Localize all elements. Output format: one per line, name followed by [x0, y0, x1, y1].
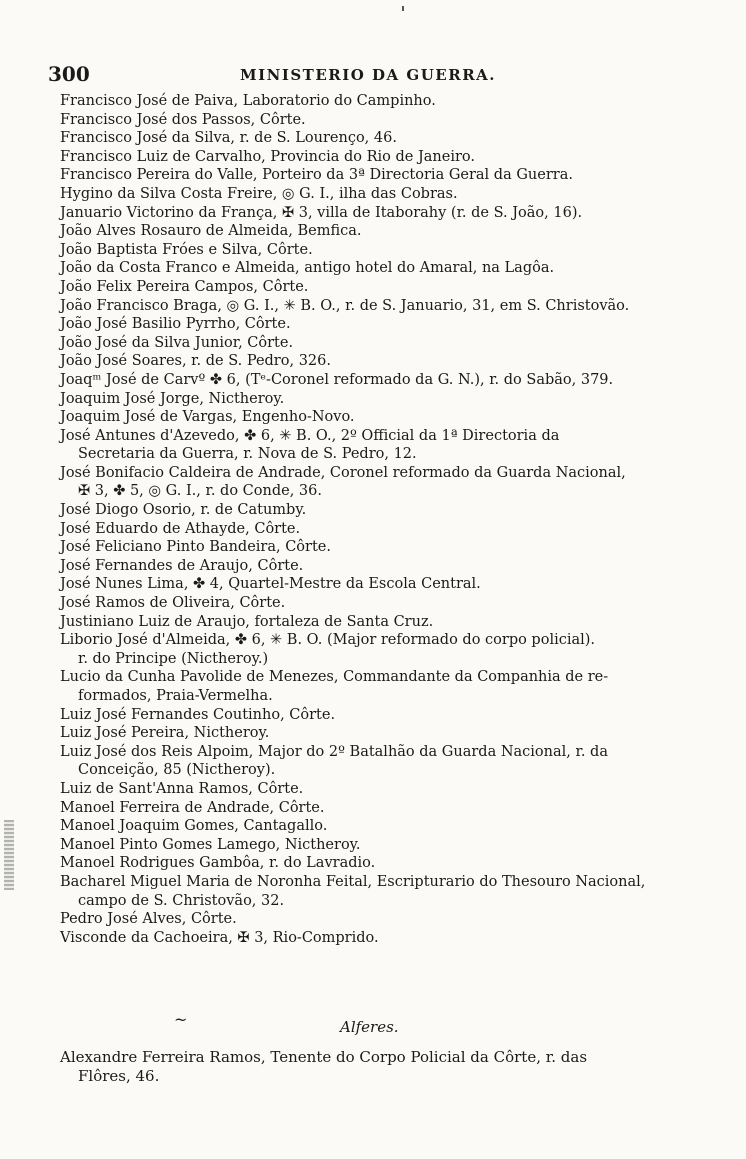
entry-line-1: Joaquim José Jorge, Nictheroy.	[60, 390, 285, 407]
entry-line-2: campo de S. Christovão, 32.	[78, 892, 285, 909]
final-entry-line-1: Alexandre Ferreira Ramos, Tenente do Corpo Policial da Côrte, r. das	[60, 1048, 588, 1066]
binding-edge-mark	[4, 820, 14, 890]
page-number: 300	[48, 62, 90, 86]
list-item	[60, 334, 690, 353]
entry-line-1: João José Soares, r. de S. Pedro, 326.	[60, 353, 331, 370]
running-head: MINISTERIO DA GUERRA.	[240, 66, 497, 84]
list-item	[60, 92, 690, 111]
list-item	[60, 390, 690, 409]
list-item	[60, 706, 690, 725]
entry-line-1: Justiniano Luiz de Araujo, fortaleza de Santa Cruz.	[60, 613, 434, 630]
entry-line-1: Bacharel Miguel Maria de Noronha Feital, Escripturario do Thesouro Nacional,	[60, 873, 646, 890]
entry-line-1: José Ramos de Oliveira, Côrte.	[60, 595, 286, 612]
entry-line-2: Secretaria da Guerra, r. Nova de S. Pedro, 12.	[78, 446, 417, 463]
entry-line-1: Manoel Pinto Gomes Lamego, Nictheroy.	[60, 836, 361, 853]
list-item	[60, 520, 690, 539]
list-item	[60, 111, 690, 130]
entry-line-1: Manoel Ferreira de Andrade, Côrte.	[60, 799, 325, 816]
list-item	[60, 352, 690, 371]
list-item	[60, 259, 690, 278]
entry-line-1: Joaquim José de Vargas, Engenho-Novo.	[60, 409, 355, 426]
list-item	[60, 501, 690, 520]
list-item	[60, 241, 690, 260]
entry-line-1: José Nunes Lima, ✤ 4, Quartel-Mestre da Escola Central.	[60, 576, 481, 593]
entry-line-1: João Baptista Fróes e Silva, Côrte.	[60, 241, 313, 258]
list-item	[60, 371, 690, 390]
list-item	[60, 910, 690, 929]
list-item	[60, 148, 690, 167]
list-item	[60, 297, 690, 316]
entry-list	[60, 92, 690, 947]
entry-line-2: Conceição, 85 (Nictheroy).	[78, 762, 276, 779]
list-item	[60, 315, 690, 334]
entry-line-1: José Fernandes de Araujo, Côrte.	[60, 557, 304, 574]
list-item	[60, 780, 690, 799]
entry-line-1: Francisco José dos Passos, Côrte.	[60, 111, 306, 128]
entry-line-2: formados, Praia-Vermelha.	[78, 688, 273, 704]
list-item	[60, 631, 690, 668]
list-item	[60, 575, 690, 594]
entry-line-1: Liborio José d'Almeida, ✤ 6, ✳ B. O. (Major reformado do corpo policial).	[60, 632, 596, 649]
list-item	[60, 204, 690, 223]
list-item	[60, 408, 690, 427]
entry-line-1: José Bonifacio Caldeira de Andrade, Coronel reformado da Guarda Nacional,	[60, 464, 626, 481]
entry-line-1: Visconde da Cachoeira, ✠ 3, Rio-Comprido.	[60, 929, 379, 946]
final-entry	[60, 1048, 690, 1086]
list-item	[60, 929, 690, 948]
list-item	[60, 873, 690, 910]
list-item	[60, 817, 690, 836]
list-item	[60, 613, 690, 632]
section-heading: Alferes.	[340, 1018, 399, 1036]
entry-line-1: Luiz José Pereira, Nictheroy.	[60, 725, 270, 742]
list-item	[60, 464, 690, 501]
section-ornament: ~	[174, 1010, 188, 1029]
entry-line-1: Luiz José Fernandes Coutinho, Côrte.	[60, 706, 336, 723]
list-item	[60, 129, 690, 148]
list-item	[60, 724, 690, 743]
entry-line-2: ✠ 3, ✤ 5, ◎ G. I., r. do Conde, 36.	[78, 483, 322, 500]
list-item	[60, 222, 690, 241]
entry-line-2: r. do Principe (Nictheroy.)	[78, 650, 269, 667]
list-item	[60, 538, 690, 557]
entry-line-1: João José Basilio Pyrrho, Côrte.	[60, 316, 291, 333]
entry-line-1: Francisco José de Paiva, Laboratorio do Campinho.	[60, 93, 436, 109]
entry-line-1: Luiz José dos Reis Alpoim, Major do 2º Batalhão da Guarda Nacional, r. da	[60, 743, 608, 760]
entry-line-1: José Feliciano Pinto Bandeira, Côrte.	[60, 539, 331, 556]
entry-line-1: José Antunes d'Azevedo, ✤ 6, ✳ B. O., 2º Official da 1ª Directoria da	[60, 427, 560, 444]
entry-line-1: Francisco Pereira do Valle, Porteiro da 3ª Directoria Geral da Guerra.	[60, 167, 573, 184]
list-item	[60, 427, 690, 464]
list-item	[60, 557, 690, 576]
list-item	[60, 799, 690, 818]
list-item	[60, 836, 690, 855]
entry-line-1: Januario Victorino da França, ✠ 3, villa de Itaborahy (r. de S. João, 16).	[60, 204, 583, 221]
entry-line-1: Joaqᵐ José de Carvº ✤ 6, (Tᵉ-Coronel reformado da G. N.), r. do Sabão, 379.	[60, 371, 614, 388]
entry-line-1: Manoel Joaquim Gomes, Cantagallo.	[60, 818, 328, 835]
entry-line-1: João Alves Rosauro de Almeida, Bemfica.	[60, 223, 362, 240]
entry-line-1: João Felix Pereira Campos, Côrte.	[60, 278, 309, 295]
list-item	[60, 278, 690, 297]
list-item	[60, 166, 690, 185]
final-entry-line-2: Flôres, 46.	[78, 1067, 160, 1085]
entry-line-1: Hygino da Silva Costa Freire, ◎ G. I., ilha das Cobras.	[60, 185, 458, 202]
entry-line-1: João da Costa Franco e Almeida, antigo hotel do Amaral, na Lagôa.	[60, 260, 555, 277]
entry-line-1: José Eduardo de Athayde, Côrte.	[60, 520, 301, 537]
entry-line-1: Lucio da Cunha Pavolide de Menezes, Commandante da Companhia de re-	[60, 669, 609, 686]
list-item	[60, 854, 690, 873]
list-item	[60, 185, 690, 204]
entry-line-1: Manoel Rodrigues Gambôa, r. do Lavradio.	[60, 855, 376, 872]
list-item	[60, 668, 690, 705]
entry-line-1: João José da Silva Junior, Côrte.	[60, 334, 294, 351]
entry-line-1: João Francisco Braga, ◎ G. I., ✳ B. O., r. de S. Januario, 31, em S. Christovão.	[60, 297, 630, 314]
entry-line-1: Pedro José Alves, Côrte.	[60, 911, 237, 928]
entry-line-1: José Diogo Osorio, r. de Catumby.	[60, 502, 307, 519]
ink-speck	[402, 6, 404, 11]
list-item	[60, 594, 690, 613]
list-item	[60, 743, 690, 780]
entry-line-1: Francisco José da Silva, r. de S. Lourenço, 46.	[60, 130, 397, 147]
entry-line-1: Luiz de Sant'Anna Ramos, Côrte.	[60, 780, 304, 797]
entry-line-1: Francisco Luiz de Carvalho, Provincia do Rio de Janeiro.	[60, 148, 476, 165]
